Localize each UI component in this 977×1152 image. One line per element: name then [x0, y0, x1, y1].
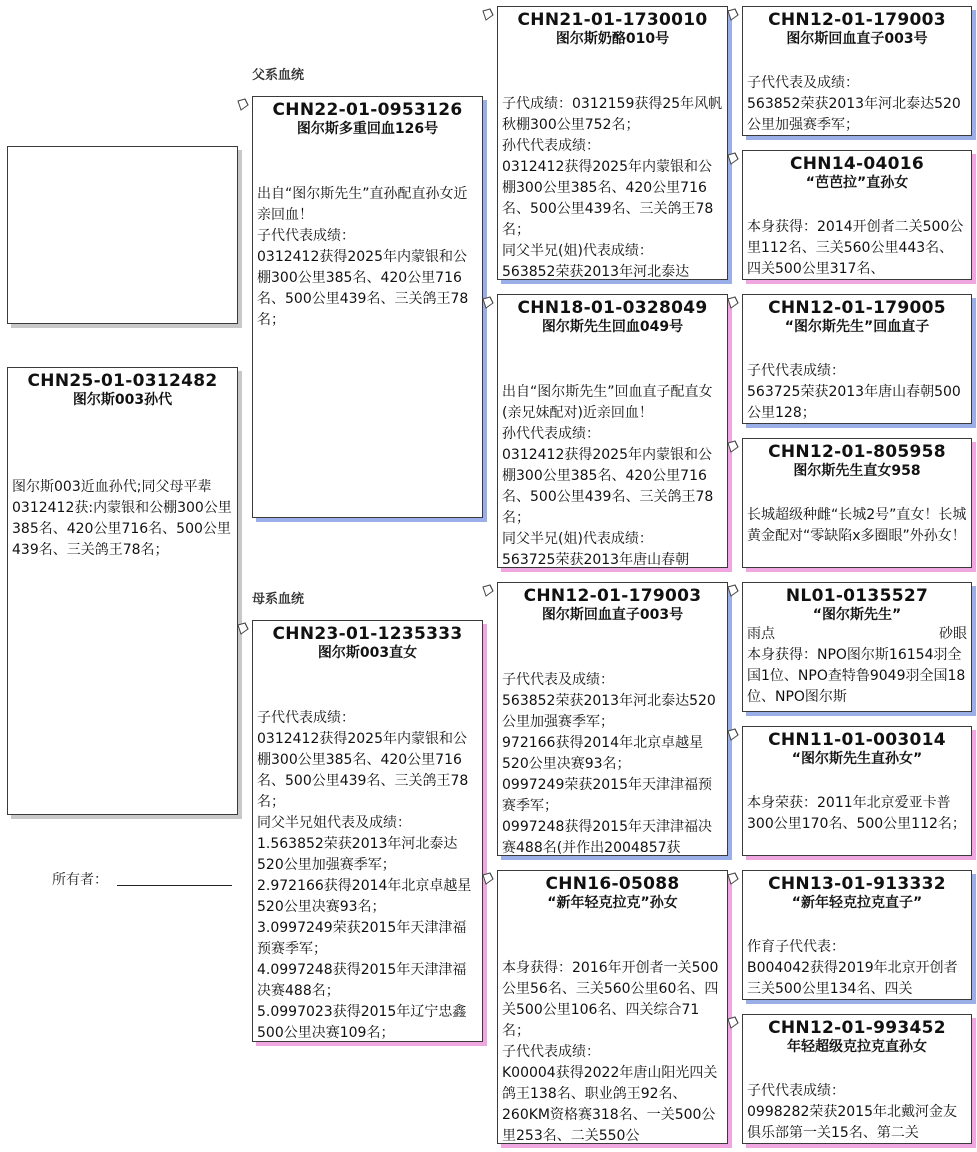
paternal-label: 父系血统	[252, 68, 305, 83]
sds-card	[742, 294, 972, 424]
ss-card	[497, 6, 728, 280]
ss-text: 子代成绩：0312159获得25年风帆秋棚300公里752名； 孙代代表成绩： 0312412获得2025年内蒙银和公棚300公里385名、420公里716名、500公里439名、三关鸽王78名； 同父半兄(姐)代表成绩： 563852荣获2013年河北泰达	[502, 96, 723, 280]
dds-ring: CHN13-01-913332	[768, 874, 946, 894]
ss-ring: CHN21-01-1730010	[517, 10, 708, 30]
ssd-text: 本身获得：2014开创者二关500公里112名、三关560公里443名、四关500公里317名、	[747, 219, 964, 277]
dss-text: 本身获得：NPO图尔斯16154羽全国1位、NPO查特鲁9049羽全国18位、NPO图尔斯	[747, 647, 966, 705]
subject-name: 图尔斯003孙代	[72, 392, 173, 408]
photo-frame	[7, 146, 238, 324]
dss-ring: NL01-0135527	[785, 586, 929, 606]
owner-line	[117, 885, 232, 886]
sdd-text: 长城超级种雌“长城2号”直女！长城黄金配对“零缺陷x多圈眼”外孙女！	[747, 507, 967, 544]
edit-icon[interactable]	[726, 728, 740, 742]
edit-icon[interactable]	[236, 622, 250, 636]
sd-ring: CHN18-01-0328049	[517, 298, 708, 318]
sss-ring: CHN12-01-179003	[768, 10, 946, 30]
edit-icon[interactable]	[481, 8, 495, 22]
sdd-name: 图尔斯先生直女958	[793, 463, 921, 479]
ddd-name: 年轻超级克拉克直孙女	[787, 1039, 927, 1055]
sss-name: 图尔斯回血直子003号	[786, 31, 928, 47]
ddd-card	[742, 1014, 972, 1144]
dsd-ring: CHN11-01-003014	[768, 730, 946, 750]
dsd-card	[742, 726, 972, 856]
sss-card	[742, 6, 972, 136]
ssd-name: “芭芭拉”直孙女	[805, 175, 909, 191]
sd-name: 图尔斯先生回血049号	[541, 319, 684, 335]
maternal-label: 母系血统	[252, 592, 305, 607]
edit-icon[interactable]	[481, 584, 495, 598]
sire-ring: CHN22-01-0953126	[272, 100, 463, 120]
dam-card	[252, 620, 483, 1042]
sds-name: “图尔斯先生”回血直子	[784, 319, 930, 335]
sire-name: 图尔斯多重回血126号	[296, 121, 439, 137]
sd-card	[497, 294, 728, 568]
subject-card	[7, 367, 238, 815]
dss-name: “图尔斯先生”	[812, 607, 902, 623]
owner-label: 所有者：	[52, 872, 108, 888]
edit-icon[interactable]	[726, 584, 740, 598]
dds-text: 作育子代代表： B004042获得2019年北京开创者三关500公里134名、四关	[747, 939, 958, 997]
ddd-text: 子代代表成绩： 0998282荣获2015年北戴河金友俱乐部第一关15名、第二关	[747, 1083, 957, 1141]
dam-name: 图尔斯003直女	[317, 645, 418, 661]
sdd-ring: CHN12-01-805958	[768, 442, 946, 462]
ds-text: 子代代表及成绩： 563852荣获2013年河北泰达520公里加强赛季军； 972166获得2014年北京卓越星520公里决赛93名； 0997249荣获2015年天津津福预赛季军； 0997248获得2015年天津津福决赛488名(并作出2004857获	[502, 672, 716, 856]
sdd-card	[742, 438, 972, 568]
dd-ring: CHN16-05088	[545, 874, 680, 894]
subject-ring: CHN25-01-0312482	[27, 371, 218, 391]
edit-icon[interactable]	[726, 1016, 740, 1030]
dam-text: 子代代表成绩： 0312412获得2025年内蒙银和公棚300公里385名、420公里716名、500公里439名、三关鸽王78名； 同父半兄姐代表及成绩： 1.563852荣获2013年河北泰达520公里加强赛季军； 2.972166获得2014年北京卓越星520公里决赛93名； 3.0997249荣获2015年天津津福预赛季军； 4.0997248获得2015年天津津福决赛488名； 5.0997023获得2015年辽宁忠鑫500公里决赛109名；	[257, 710, 472, 1041]
dds-name: “新年轻克拉克直子”	[791, 895, 923, 911]
dsd-name: “图尔斯先生直孙女”	[791, 751, 923, 767]
dd-card	[497, 870, 728, 1144]
dd-name: “新年轻克拉克”孙女	[547, 895, 678, 911]
dss-eye-right: 砂眼	[939, 626, 967, 642]
dsd-text: 本身荣获：2011年北京爱亚卡普300公里170名、500公里112名；	[747, 795, 966, 832]
dss-eye-left: 雨点	[747, 626, 775, 642]
sd-text: 出自“图尔斯先生”回血直子配直女(亲兄妹配对)近亲回血！ 孙代代表成绩： 0312412获得2025年内蒙银和公棚300公里385名、420公里716名、500公里439名、三关鸽王78名； 同父半兄(姐)代表成绩： 563725荣获2013年唐山春朝	[502, 384, 714, 568]
ddd-ring: CHN12-01-993452	[768, 1018, 946, 1038]
ds-name: 图尔斯回血直子003号	[541, 607, 684, 623]
subject-text: 图尔斯003近血孙代;同父母平辈0312412获:内蒙银和公棚300公里385名、420公里716名、500公里439名、三关鸽王78名；	[12, 479, 232, 558]
dam-ring: CHN23-01-1235333	[272, 624, 463, 644]
sss-text: 子代代表及成绩： 563852荣获2013年河北泰达520公里加强赛季军；	[747, 75, 961, 133]
edit-icon[interactable]	[726, 8, 740, 22]
edit-icon[interactable]	[726, 440, 740, 454]
dss-eye-row	[743, 624, 971, 645]
dss-card	[742, 582, 972, 712]
edit-icon[interactable]	[481, 872, 495, 886]
ss-name: 图尔斯奶酪010号	[555, 31, 670, 47]
dds-card	[742, 870, 972, 1000]
edit-icon[interactable]	[726, 296, 740, 310]
edit-icon[interactable]	[236, 98, 250, 112]
edit-icon[interactable]	[726, 152, 740, 166]
ssd-ring: CHN14-04016	[789, 154, 925, 174]
edit-icon[interactable]	[481, 296, 495, 310]
ssd-card	[742, 150, 972, 280]
dd-text: 本身获得：2016年开创者一关500公里56名、三关560公里60名、四关500公里106名、四关综合71名； 子代代表成绩： K00004获得2022年唐山阳光四关鸽王138名、职业鸽王92名、260KM资格赛318名、一关500公里253名、二关550公	[502, 960, 719, 1144]
sds-text: 子代代表成绩： 563725荣获2013年唐山春朝500公里128；	[747, 363, 961, 421]
ds-ring: CHN12-01-179003	[523, 586, 702, 606]
edit-icon[interactable]	[726, 872, 740, 886]
sire-card	[252, 96, 483, 518]
sds-ring: CHN12-01-179005	[768, 298, 946, 318]
ds-card	[497, 582, 728, 856]
sire-text: 出自“图尔斯先生”直孙配直孙女近亲回血！ 子代代表成绩： 0312412获得2025年内蒙银和公棚300公里385名、420公里716名、500公里439名、三关鸽王78名；	[257, 186, 469, 328]
